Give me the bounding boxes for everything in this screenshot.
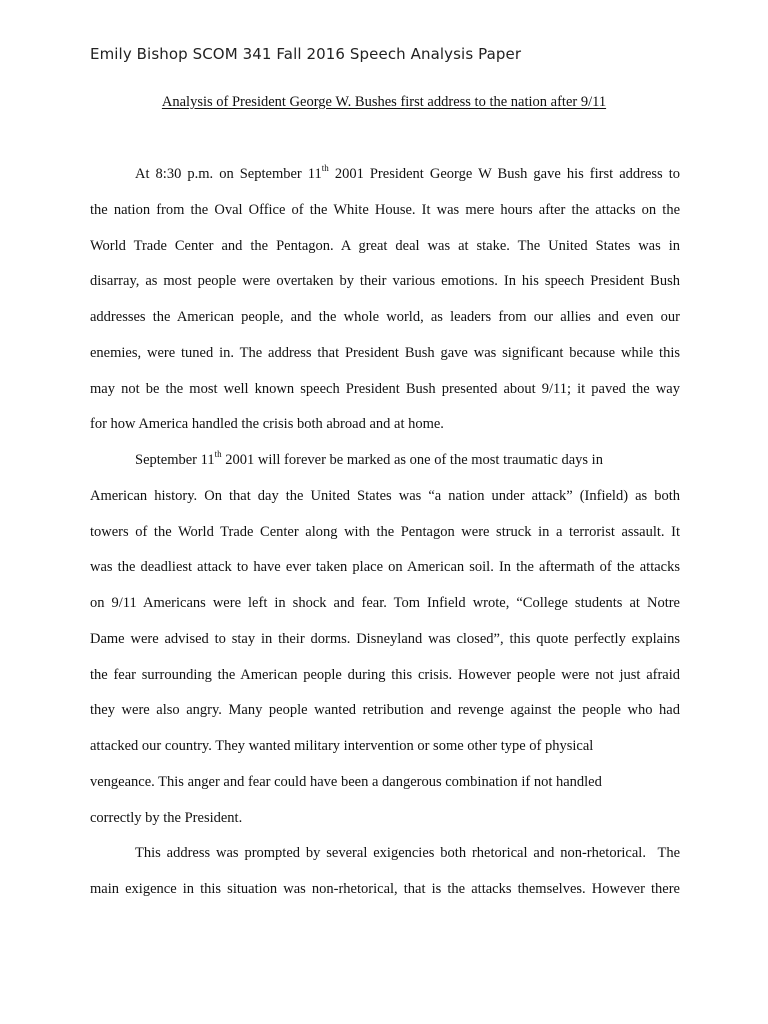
body-text — [90, 164, 680, 915]
text-line: towers of the World Trade Center along with the Pentagon were struck in a terrorist assault. It — [90, 523, 680, 540]
text-line: may not be the most well known speech President Bush presented about 9/11; it paved the way — [90, 380, 680, 397]
paper-title — [0, 94, 768, 111]
text-line: on 9/11 Americans were left in shock and fear. Tom Infield wrote, “College students at Notre — [90, 595, 680, 611]
text-line: main exigence in this situation was non-rhetorical, that is the attacks themselves. However there — [90, 881, 680, 897]
text-line: they were also angry. Many people wanted retribution and revenge against the people who had — [90, 702, 680, 719]
text-line: Dame were advised to stay in their dorms. Disneyland was closed”, this quote perfectly explains — [90, 630, 680, 647]
text-line: vengeance. This anger and fear could have been a dangerous combination if not handled — [90, 773, 602, 790]
text-line: World Trade Center and the Pentagon. A great deal was at stake. The United States was in — [90, 237, 680, 254]
text-line: the nation from the Oval Office of the White House. It was mere hours after the attacks on the — [90, 201, 680, 218]
page-header: Emily Bishop SCOM 341 Fall 2016 Speech Analysis Paper — [90, 45, 522, 63]
text-line: addresses the American people, and the whole world, as leaders from our allies and even our — [90, 309, 680, 325]
text-line: September 11th 2001 will forever be marked as one of the most traumatic days in — [135, 449, 603, 468]
paper-title-text: Analysis of President George W. Bushes first address to the nation after 9/11 — [161, 94, 607, 110]
paragraph — [90, 450, 680, 843]
text-line: enemies, were tuned in. The address that President Bush gave was significant because while this — [90, 344, 680, 361]
paragraph — [90, 164, 680, 450]
text-line: for how America handled the crisis both abroad and at home. — [90, 416, 444, 433]
text-line: disarray, as most people were overtaken by their various emotions. In his speech President Bush — [90, 273, 680, 290]
text-line: the fear surrounding the American people during this crisis. However people were not just afraid — [90, 666, 680, 683]
text-line: attacked our country. They wanted military intervention or some other type of physical — [90, 738, 594, 754]
text-line: This address was prompted by several exigencies both rhetorical and non-rhetorical. The — [135, 845, 680, 862]
text-line: At 8:30 p.m. on September 11th 2001 President George W Bush gave his first address to — [135, 163, 681, 182]
paragraph — [90, 843, 680, 915]
text-line: American history. On that day the United States was “a nation under attack” (Infield) as both — [90, 487, 680, 504]
text-line: was the deadliest attack to have ever taken place on American soil. In the aftermath of the attacks — [90, 559, 680, 576]
text-line: correctly by the President. — [90, 809, 243, 826]
